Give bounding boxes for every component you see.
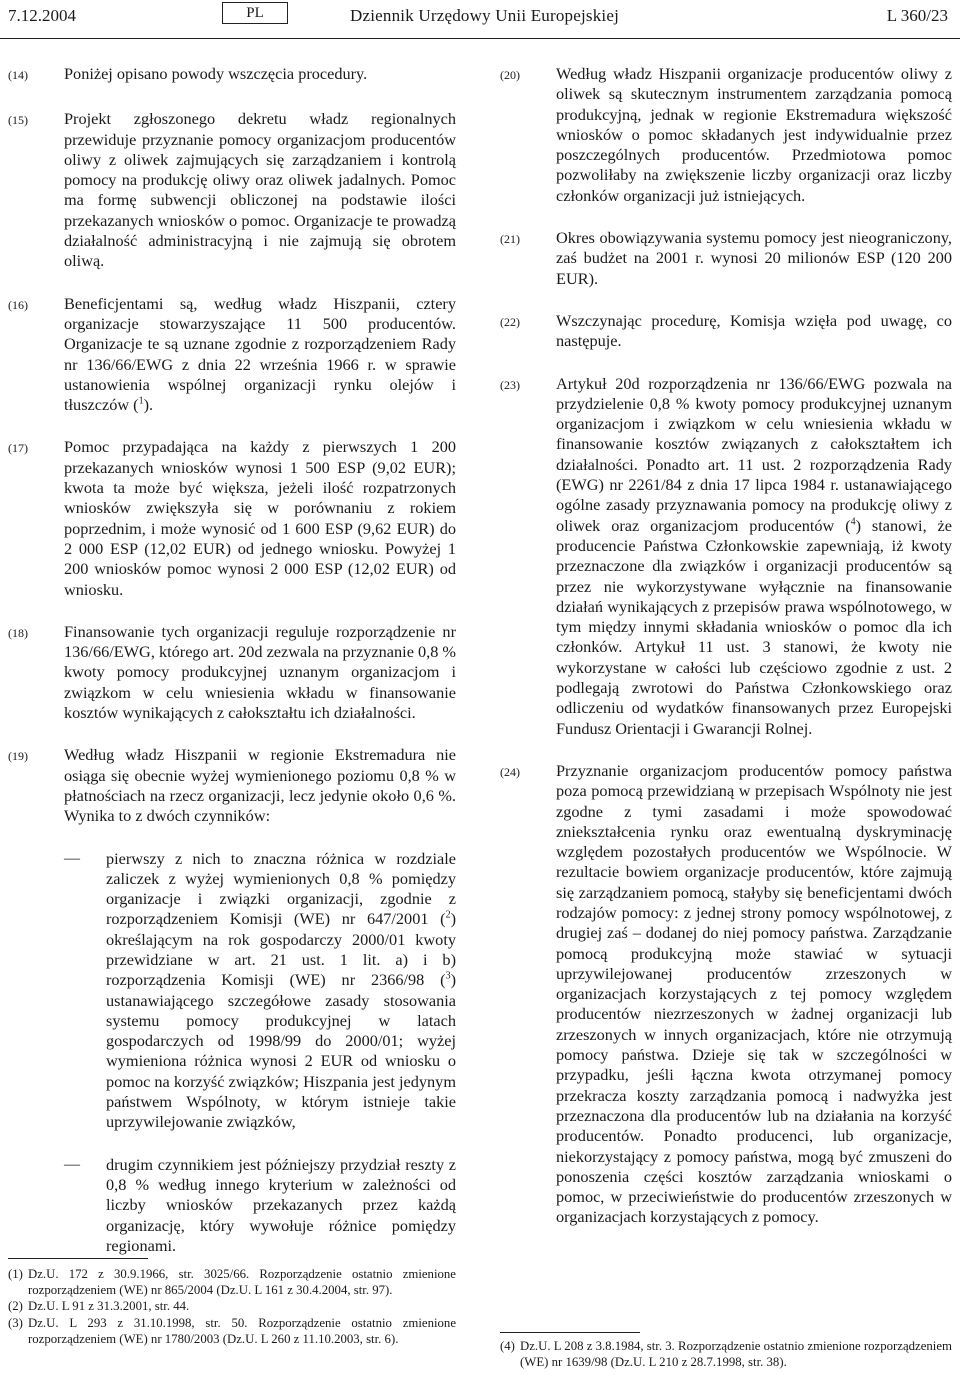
paragraph-number: (15) <box>8 113 28 128</box>
footnote-number: (1) <box>8 1267 23 1281</box>
footnote-text: Dz.U. L 91 z 31.3.2001, str. 44. <box>28 1299 190 1314</box>
page-header <box>0 0 960 40</box>
paragraph-text: Poniżej opisano powody wszczęcia procedury. <box>64 64 368 83</box>
dash-item-2 <box>64 1155 456 1256</box>
text-part: ). <box>143 395 154 415</box>
dash-text <box>106 849 456 1133</box>
paragraph-21 <box>500 228 952 289</box>
journal-title: Dziennik Urzędowy Unii Europejskiej <box>350 6 620 25</box>
paragraph-number: (18) <box>8 625 28 640</box>
dash-text: drugim czynnikiem jest późniejszy przydział reszty z 0,8 % według innego kryterium w zależności od liczby wniosków przekazanych przez każdą organizację, który wywołuje różnice pomiędzy regionami. <box>106 1154 456 1255</box>
footnote-2 <box>8 1298 456 1314</box>
paragraph-number: (21) <box>500 232 520 247</box>
paragraph-14 <box>8 64 456 85</box>
footnote-rule <box>8 1258 148 1259</box>
footnote-ref[interactable]: 3 <box>445 970 451 982</box>
dash-mark: — <box>64 1155 80 1173</box>
footnote-text: Dz.U. L 208 z 3.8.1984, str. 3. Rozporządzenie ostatnio zmienione rozporządzeniem (WE) nr 1639/98 (Dz.U. L 210 z 28.7.1998, str. 38). <box>520 1339 952 1370</box>
text-part: Artykuł 20d rozporządzenia nr 136/66/EWG pozwala na przydzielenie 0,8 % kwoty pomocy produkcyjnej uznanym organizacjom i związkom w celu wniesienia wkładu w finansowanie kosztów związanych z całokształtem ich działalności. Ponadto art. 11 ust. 2 rozporządzenia Rady (EWG) nr 2261/84 z dnia 17 lipca 1984 r. ustanawiającego ogólne zasady przyznawania pomocy na produkcję oliwy z oliwek oraz organizacjom producentów ( <box>556 373 952 535</box>
header-rule <box>0 38 960 39</box>
paragraph-18 <box>8 622 456 723</box>
footnote-text: Dz.U. 172 z 30.9.1966, str. 3025/66. Rozporządzenie ostatnio zmienione rozporządzeniem (WE) nr 865/2004 (Dz.U. L 161 z 30.4.2004, str. 97). <box>28 1267 456 1298</box>
left-column <box>8 64 456 1256</box>
paragraph-number: (24) <box>500 764 520 779</box>
footnote-rule <box>500 1332 640 1333</box>
dash-mark: — <box>64 849 80 867</box>
paragraph-number: (17) <box>8 441 28 456</box>
text-part: Beneficjentami są, według władz Hiszpanii, cztery organizacje stowarzyszające 11 500 producentów. Organizacje te są uznane zgodnie z rozporządzeniem Rady nr 136/66/EWG z dnia 22 września 1966 r. w sprawie ustanowienia wspólnej organizacji rynku olejów i tłuszczów ( <box>64 293 456 415</box>
text-part: pierwszy z nich to znaczna różnica w rozdziale zaliczek z wyżej wymienionych 0,8 % pomiędzy organizacje i związki organizacji, zgodnie z rozporządzeniem Komisji (WE) nr 647/2001 ( <box>106 848 456 929</box>
paragraph-17 <box>8 437 456 599</box>
paragraph-19 <box>8 745 456 826</box>
paragraph-20 <box>500 64 952 206</box>
footnotes-left <box>8 1266 456 1347</box>
paragraph-number: (19) <box>8 749 28 764</box>
paragraph-text: Przyznanie organizacjom producentów pomocy państwa poza pomocą przewidzianą w przepisach Wspólnoty nie jest zgodne z tymi zasadami i może spowodować zniekształcenia rynku oraz ewentualną dyskryminację względem pozostałych producentów we Wspólnocie. W rezultacie bowiem organizacje producentów, które zajmują się zarządzaniem pomocą, stałyby się beneficjentami dwóch rodzajów pomocy: z jednej strony pomocy wspólnotowej, z drugiej zaś – dodanej do niej pomocy państwa. Zarządzanie pomocą produkcyjną może stawiać w sytuacji uprzywilejowanej producentów zrzeszonych w organizacjach korzystających z tej pomocy względem producentów niezrzeszonych w żadnej organizacji lub zrzeszonych w innych organizacjach, które nie otrzymują pomocy państwa. Dzieje się tak w szczególności w przypadku, jeśli łączna kwota otrzymanej pomocy przekracza koszty zarządzania pomocą i nadwyżka jest przeznaczona dla producentów lub na działania na korzyść producentów. Ponadto producenci, lub organizacje, niekorzystający z pomocy państwa, mogą być zmuszeni do ponoszenia części kosztów zarządzania wnioskami o pomoc, w przeciwieństwie do producentów zrzeszonych w organizacjach korzystających z pomocy. <box>556 760 952 1227</box>
text-part: ) stanowi, że producencie Państwa Członkowskie zapewniają, iż kwoty przeznaczone dla związków i organizacji producentów są przez nie wykorzystywane wyłącznie na finansowanie działań wynikających z przepisów prawa wspólnotowego, w tym między innymi składania wniosków o pomoc dla ich członków. Artykuł 11 ust. 3 stanowi, że kwoty nie wykorzystane w całości lub częściowo zgodnie z ust. 2 podlegają zwrotowi do Państwa Członkowskiego oraz odliczeniu od wydatków finansowanych przez Europejski Fundusz Orientacji i Gwarancji Rolnej. <box>556 515 952 738</box>
paragraph-text: Według władz Hiszpanii w regionie Ekstremadura nie osiąga się obecnie wyżej wymienionego poziomu 0,8 % w płatnościach na rzecz organizacji, lecz jedynie około 0,6 %. Wynika to z dwóch czynników: <box>64 745 456 826</box>
paragraph-23 <box>500 374 952 739</box>
footnote-text: Dz.U. L 293 z 31.10.1998, str. 50. Rozporządzenie ostatnio zmienione rozporządzeniem (WE) nr 1780/2003 (Dz.U. L 260 z 11.10.2003, str. 6). <box>28 1315 456 1346</box>
paragraph-text: Pomoc przypadająca na każdy z pierwszych 1 200 przekazanych wniosków wynosi 1 500 ESP (9,02 EUR); kwota ta może być większa, jeżeli ilość rozpatrzonych wniosków zwiększyła się w porównaniu z rokiem poprzednim, i może wynosić od 1 600 ESP (9,62 EUR) do 2 000 ESP (12,02 EUR) od jednego wniosku. Powyżej 1 200 wniosków pomoc wynosi 2 000 ESP (12,02 EUR) od wniosku. <box>64 437 456 599</box>
paragraph-text: Według władz Hiszpanii organizacje producentów oliwy z oliwek są skutecznym instrumentem zarządzania pomocą produkcyjną, jednak w regionie Ekstremadura większość wniosków o pomoc składanych jest indywidualnie przez poszczególnych producentów. Przedmiotowa pomoc pozwoliłaby na zwiększenie liczby organizacji oraz liczby członków organizacji już istniejących. <box>556 64 952 205</box>
paragraph-text: Finansowanie tych organizacji reguluje rozporządzenie nr 136/66/EWG, którego art. 20d zezwala na przyznanie 0,8 % kwoty pomocy produkcyjnej uznanym organizacjom i związkom w celu wniesienia wkładu w finansowanie kosztów wynikających z całokształtu ich działalności. <box>64 621 456 723</box>
footnote-1 <box>8 1266 456 1298</box>
text-part: ) ustanawiającego szczegółowe zasady stosowania systemu pomocy produkcyjnej w latach gospodarczych od 1998/99 do 2000/01; wyżej wymieniona różnica wynosi 2 EUR od wniosku o pomoc na korzyść związków; Hiszpania jest jedynym państwem Wspólnoty, w którym istnieje takie uprzywilejowanie związków, <box>106 970 456 1132</box>
footnote-4 <box>500 1338 952 1370</box>
page-reference: L 360/23 <box>886 6 948 25</box>
header-date: 7.12.2004 <box>8 6 76 25</box>
footnotes-right <box>500 1338 952 1370</box>
paragraph-text: Wszczynając procedurę, Komisja wzięła pod uwagę, co następuje. <box>556 310 952 351</box>
text-part: ) określającym na rok gospodarczy 2000/01 kwoty przewidziane w art. 21 ust. 1 lit. a) i b) rozporządzenia Komisji (WE) nr 2366/98 ( <box>106 909 456 990</box>
footnote-ref[interactable]: 2 <box>445 909 451 921</box>
paragraph-22 <box>500 311 952 352</box>
footnote-number: (4) <box>500 1339 515 1353</box>
paragraph-number: (23) <box>500 377 520 392</box>
dash-item-1 <box>64 849 456 1133</box>
paragraph-text: Projekt zgłoszonego dekretu władz regionalnych przewiduje przyznanie pomocy organizacjom producentów oliwy z oliwek zajmujących się zarządzaniem i kontrolą pomocy na produkcję oliwy oraz oliwek jadalnych. Pomoc ma formę subwencji obliczonej na podstawie ilości przekazanych wniosków o pomoc. Organizacje te prowadzą działalność administracyjną i nie zajmują się obrotem oliwą. <box>64 109 456 271</box>
paragraph-24 <box>500 761 952 1228</box>
paragraph-number: (14) <box>8 68 28 82</box>
right-column <box>500 64 952 1228</box>
paragraph-15 <box>8 109 456 271</box>
paragraph-text: Okres obowiązywania systemu pomocy jest nieograniczony, zaś budżet na 2001 r. wynosi 20 milionów ESP (120 200 EUR). <box>556 228 952 288</box>
paragraph-text <box>64 294 456 416</box>
footnote-number: (3) <box>8 1315 23 1330</box>
paragraph-number: (16) <box>8 297 28 312</box>
paragraph-text <box>556 374 952 739</box>
footnote-ref[interactable]: 4 <box>850 516 856 528</box>
footnote-number: (2) <box>8 1299 23 1314</box>
language-badge: PL <box>222 2 288 24</box>
footnote-3 <box>8 1315 456 1347</box>
paragraph-16 <box>8 294 456 416</box>
paragraph-number: (22) <box>500 314 520 329</box>
paragraph-number: (20) <box>500 68 520 82</box>
footnote-ref[interactable]: 1 <box>138 395 144 407</box>
